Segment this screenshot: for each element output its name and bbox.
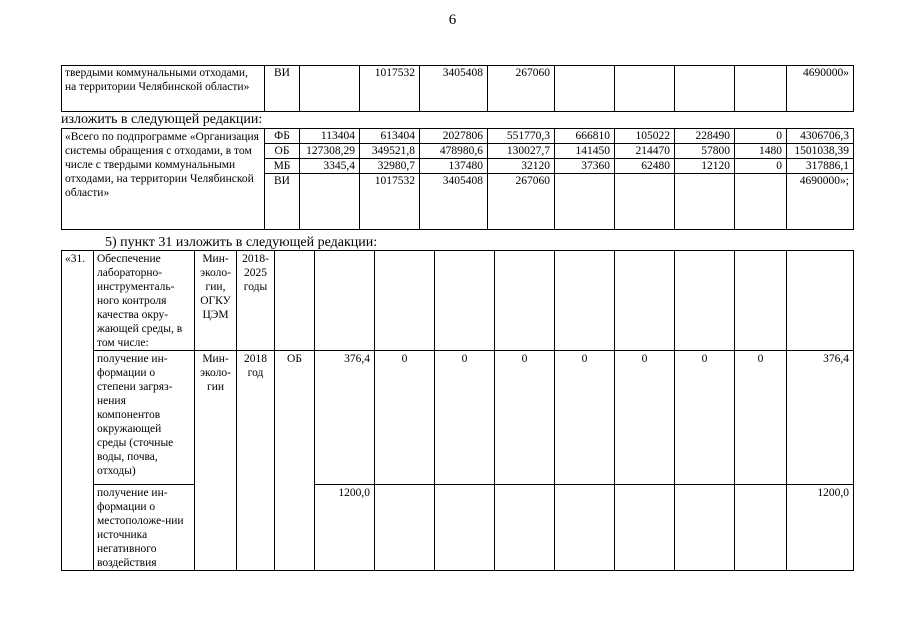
value-cell: 12120 [675,159,735,174]
value-cell [615,174,675,230]
value-cell: 113404 [300,129,360,144]
funding-source: ОБ [275,351,315,485]
value-cell: 1501038,39 [787,144,854,159]
table-row [62,129,854,144]
sub-executor: Мин-эколо-гии [195,351,237,485]
value-cell: 105022 [615,129,675,144]
page-number: 6 [448,12,457,28]
value-cell: 0 [555,351,615,485]
value-cell [675,485,735,571]
empty-cell [675,251,735,351]
value-cell: 127308,29 [300,144,360,159]
empty-cell [275,251,315,351]
empty-cell [275,485,315,571]
value-cell: 3405408 [420,66,488,112]
empty-cell [495,251,555,351]
value-cell: 376,4 [787,351,854,485]
value-cell: 317886,1 [787,159,854,174]
empty-cell [315,251,375,351]
value-cell: 376,4 [315,351,375,485]
value-cell: 0 [735,351,787,485]
value-cell: 32120 [488,159,555,174]
value-cell [735,174,787,230]
empty-cell [735,251,787,351]
value-cell [300,174,360,230]
program-totals-table [61,128,854,230]
value-cell: 214470 [615,144,675,159]
value-cell: 62480 [615,159,675,174]
funding-source: ОБ [265,144,300,159]
value-cell: 613404 [360,129,420,144]
value-cell [615,66,675,112]
item-period: 2018-2025 годы [237,251,275,351]
value-cell: 1017532 [360,66,420,112]
value-cell: 4306706,3 [787,129,854,144]
value-cell [675,66,735,112]
value-cell: 349521,8 [360,144,420,159]
value-cell: 267060 [488,66,555,112]
empty-cell [555,251,615,351]
table-row [62,351,854,485]
value-cell: 0 [435,351,495,485]
section-heading: 5) пункт 31 изложить в следующей редакции: [105,235,378,250]
top-table-fragment [61,65,854,112]
value-cell: 4690000» [787,66,854,112]
value-cell: 0 [735,129,787,144]
value-cell: 0 [675,351,735,485]
value-cell: 3405408 [420,174,488,230]
value-cell [615,485,675,571]
item-executor: Мин-эколо-гии, ОГКУ ЦЭМ [195,251,237,351]
value-cell: 551770,3 [488,129,555,144]
value-cell: 267060 [488,174,555,230]
sub-period: 2018 год [237,351,275,485]
value-cell: 141450 [555,144,615,159]
value-cell: 130027,7 [488,144,555,159]
value-cell: 0 [615,351,675,485]
value-cell [555,174,615,230]
empty-cell [375,251,435,351]
table-row [62,485,854,571]
value-cell: 1480 [735,144,787,159]
sub-description: получение ин-формации о местоположе-нии источника негативного воздействия [94,485,195,571]
empty-cell [237,485,275,571]
value-cell [555,66,615,112]
value-cell [300,66,360,112]
value-cell: 228490 [675,129,735,144]
value-cell: 32980,7 [360,159,420,174]
value-cell: 4690000»; [787,174,854,230]
value-cell [375,485,435,571]
value-cell [675,174,735,230]
funding-source: МБ [265,159,300,174]
value-cell: 1017532 [360,174,420,230]
value-cell: 1200,0 [315,485,375,571]
row-description: твердыми коммунальными отходами, на территории Челябинской области» [62,66,265,112]
value-cell: 0 [735,159,787,174]
empty-cell [195,485,237,571]
table-row [62,66,854,112]
value-cell: 2027806 [420,129,488,144]
sub-description: получение ин-формации о степени загряз-нения компонентов окружающей среды (сточные воды, почва, отходы) [94,351,195,485]
value-cell [495,485,555,571]
value-cell: 1200,0 [787,485,854,571]
item-number: «31. [62,251,94,571]
value-cell [555,485,615,571]
empty-cell [787,251,854,351]
item31-table [61,250,854,571]
value-cell [735,66,787,112]
funding-source: ФБ [265,129,300,144]
table-row [62,251,854,351]
value-cell: 137480 [420,159,488,174]
funding-source: ВИ [265,174,300,230]
value-cell: 57800 [675,144,735,159]
value-cell [735,485,787,571]
value-cell: 0 [375,351,435,485]
value-cell: 37360 [555,159,615,174]
item-description: Обеспечение лабораторно-инструменталь-ного контроля качества окру-жающей среды, в том числе: [94,251,195,351]
program-description: «Всего по подпрограмме «Организация системы обращения с отходами, в том числе с твердыми коммунальными отходами, на территории Челябинской области» [62,129,265,230]
value-cell: 0 [495,351,555,485]
empty-cell [435,251,495,351]
section-heading: изложить в следующей редакции: [61,112,263,127]
value-cell [435,485,495,571]
value-cell: 478980,6 [420,144,488,159]
value-cell: 666810 [555,129,615,144]
empty-cell [615,251,675,351]
funding-source: ВИ [265,66,300,112]
value-cell: 3345,4 [300,159,360,174]
